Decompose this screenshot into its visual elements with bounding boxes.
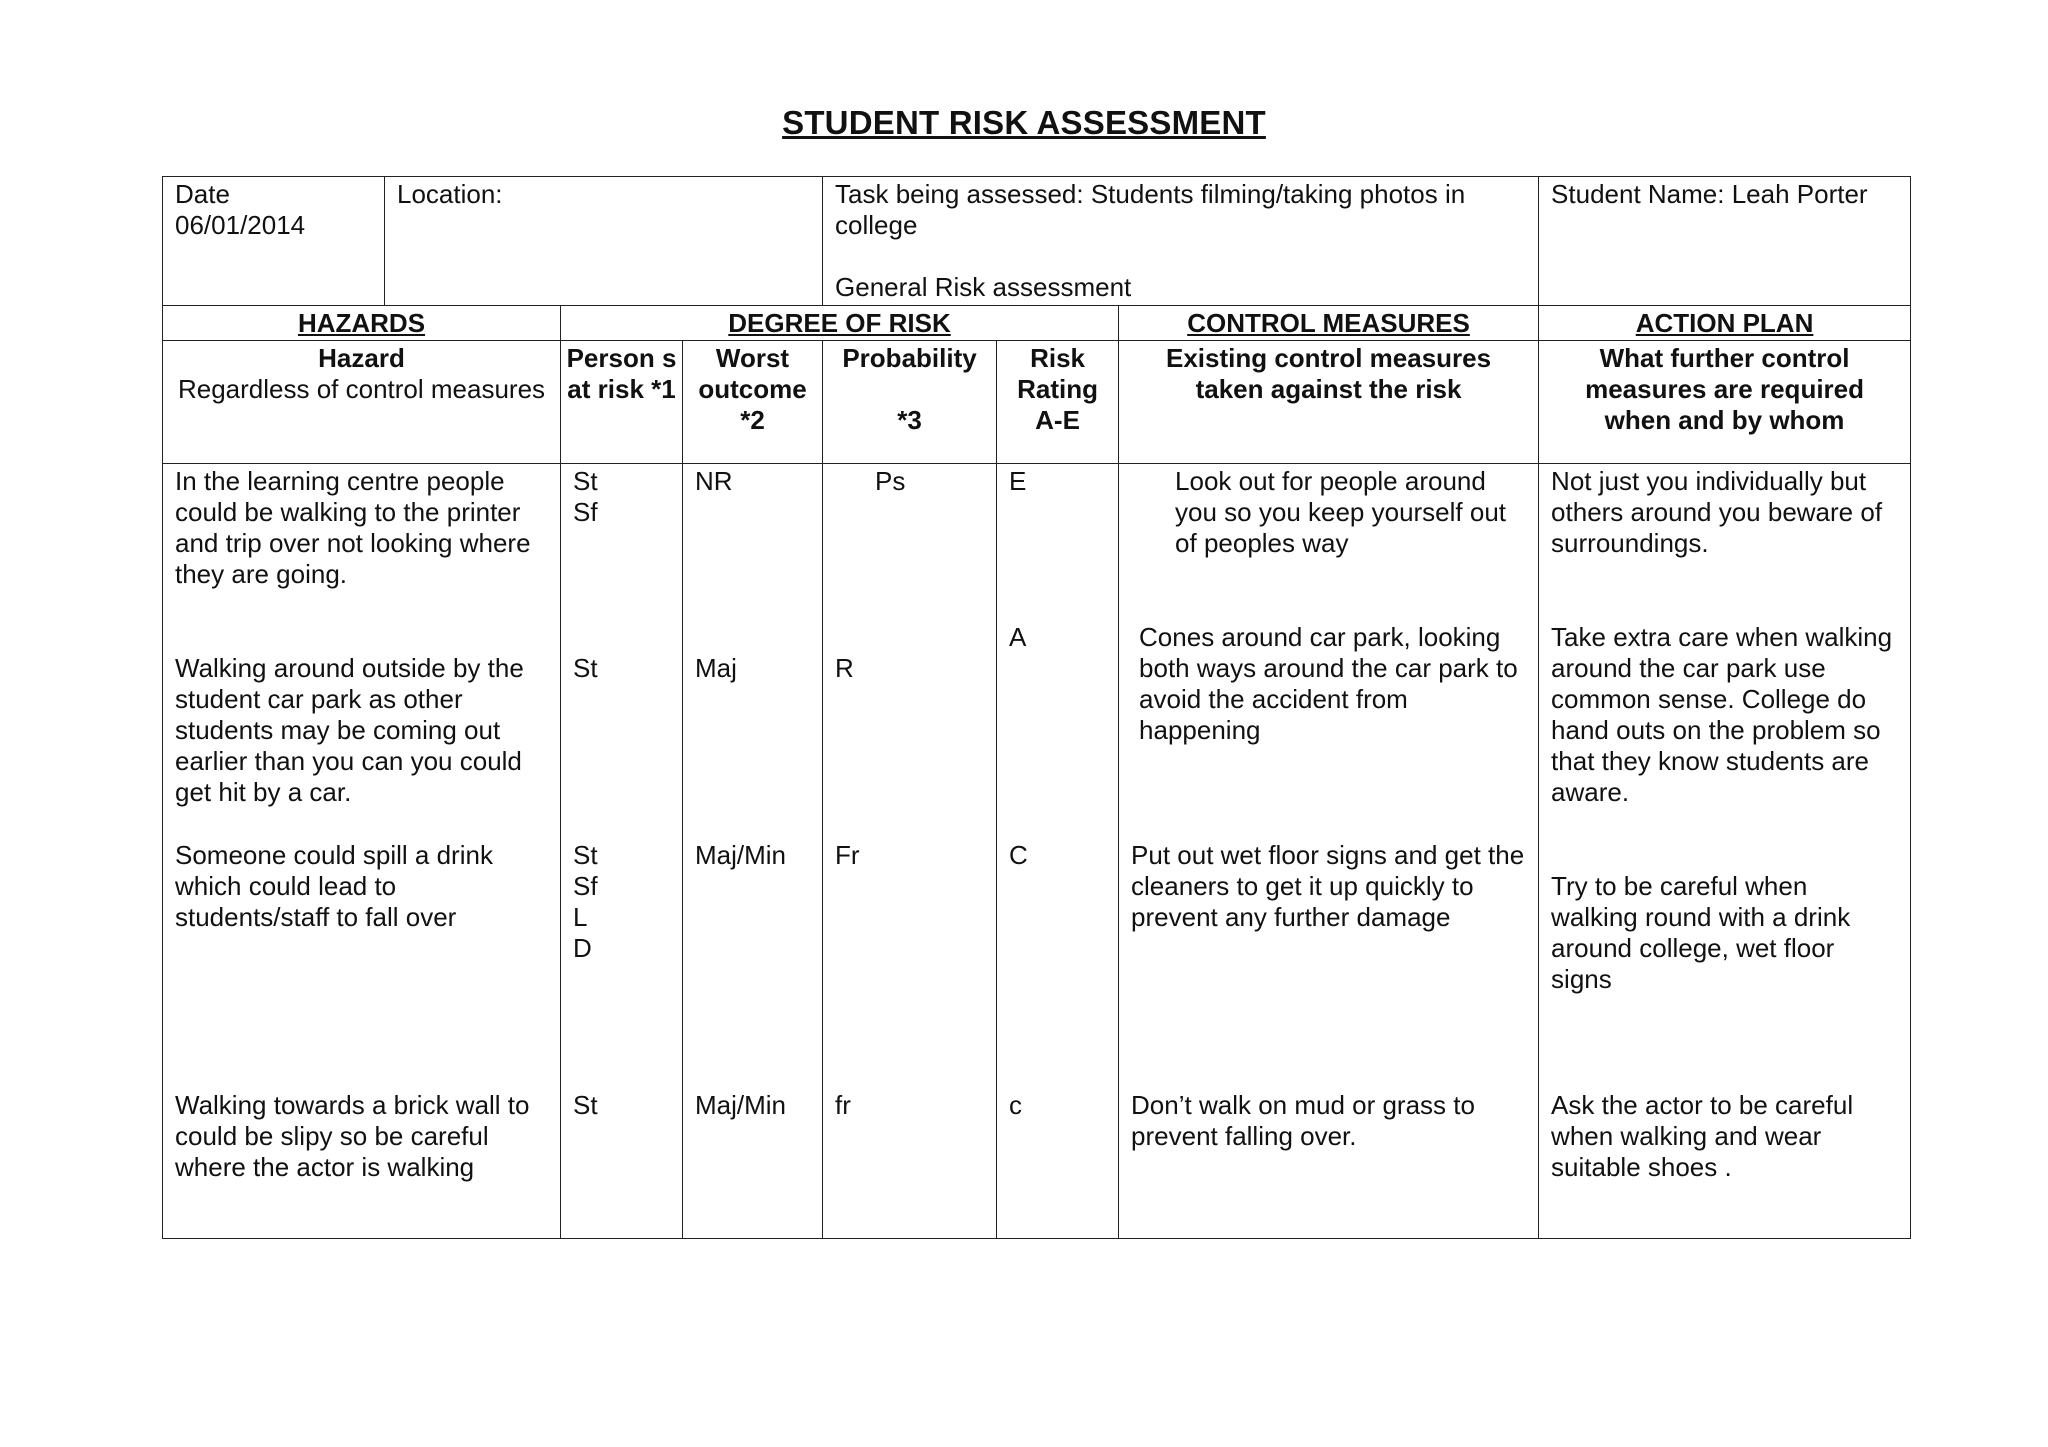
persons-entry-1: St Sf [573,466,598,527]
hazard-column [163,464,561,1239]
col-rating-header [997,341,1119,464]
probability-col-note: *3 [897,405,922,435]
probability-entry-3: Fr [835,840,860,870]
probability-entry-2: R [835,653,854,683]
col-existing-header [1119,341,1539,464]
col-probability-header [823,341,997,464]
rating-col-title: Risk Rating A-E [1017,343,1098,435]
action-entry-2: Take extra care when walking around the car park use common sense. College do hand outs on the problem so that they know students are aware. [1551,622,1893,807]
section-degree-of-risk: DEGREE OF RISK [561,306,1119,341]
persons-entry-2: St [573,653,598,683]
col-worst-header [683,341,823,464]
persons-entry-3: St Sf L D [573,840,598,963]
hazard-entry-1: In the learning centre people could be walking to the printer and trip over not looking where they are going. [175,466,531,589]
hazard-col-title: Hazard [318,343,405,373]
col-hazard-header [163,341,561,464]
action-entry-4: Ask the actor to be careful when walking and wear suitable shoes . [1551,1090,1854,1182]
rating-entry-4: c [1009,1090,1023,1120]
probability-entry-1: Ps [875,466,906,496]
task-cell [823,177,1539,306]
student-name: Student Name: Leah Porter [1551,179,1868,209]
hazard-entry-2: Walking around outside by the student car park as other students may be coming out earlier than you can you could get hit by a car. [175,653,524,807]
rating-column [997,464,1119,1239]
probability-col-title: Probability [842,343,977,373]
risk-assessment-table [162,176,1911,1239]
location-label: Location: [397,179,503,209]
rating-entry-1: E [1009,466,1027,496]
control-entry-1: Look out for people around you so you keep yourself out of peoples way [1175,466,1507,558]
action-entry-1: Not just you individually but others around you beware of surroundings. [1551,466,1883,558]
student-name-cell [1539,177,1911,306]
worst-entry-1: NR [695,466,733,496]
col-persons-header [561,341,683,464]
action-entry-3: Try to be careful when walking round with a drink around college, wet floor signs [1551,871,1851,994]
probability-column [823,464,997,1239]
section-control-measures: CONTROL MEASURES [1119,306,1539,341]
worst-entry-4: Maj/Min [695,1090,787,1120]
worst-entry-3: Maj/Min [695,840,787,870]
action-column [1539,464,1911,1239]
section-hazards: HAZARDS [163,306,561,341]
hazard-entry-3: Someone could spill a drink which could lead to students/staff to fall over [175,840,493,932]
control-entry-2: Cones around car park, looking both ways around the car park to avoid the accident from happening [1139,622,1518,745]
hazard-col-subtitle: Regardless of control measures [177,374,546,404]
date-value: 06/01/2014 [175,210,306,240]
rating-entry-2: A [1009,622,1027,652]
date-cell [163,177,385,306]
persons-column [561,464,683,1239]
persons-entry-4: St [573,1090,598,1120]
task-subtext: General Risk assessment [835,272,1132,302]
existing-col-title: Existing control measures taken against the risk [1165,343,1492,404]
control-entry-3: Put out wet floor signs and get the cleaners to get it up quickly to prevent any further damage [1131,840,1525,932]
section-action-plan: ACTION PLAN [1539,306,1911,341]
probability-entry-4: fr [835,1090,851,1120]
worst-column [683,464,823,1239]
persons-col-title: Person s at risk *1 [566,343,677,404]
rating-entry-3: C [1009,840,1028,870]
worst-entry-2: Maj [695,653,737,683]
worst-col-title: Worst outcome *2 [698,343,807,435]
location-cell [385,177,823,306]
task-text: Task being assessed: Students filming/taking photos in college [835,179,1466,240]
hazard-entry-4: Walking towards a brick wall to could be slipy so be careful where the actor is walking [175,1090,530,1182]
control-entry-4: Don’t walk on mud or grass to prevent falling over. [1131,1090,1475,1151]
date-label: Date [175,179,230,209]
col-further-header [1539,341,1911,464]
document-title: STUDENT RISK ASSESSMENT [782,104,1266,141]
control-column [1119,464,1539,1239]
further-col-title: What further control measures are required when and by whom [1585,343,1865,435]
